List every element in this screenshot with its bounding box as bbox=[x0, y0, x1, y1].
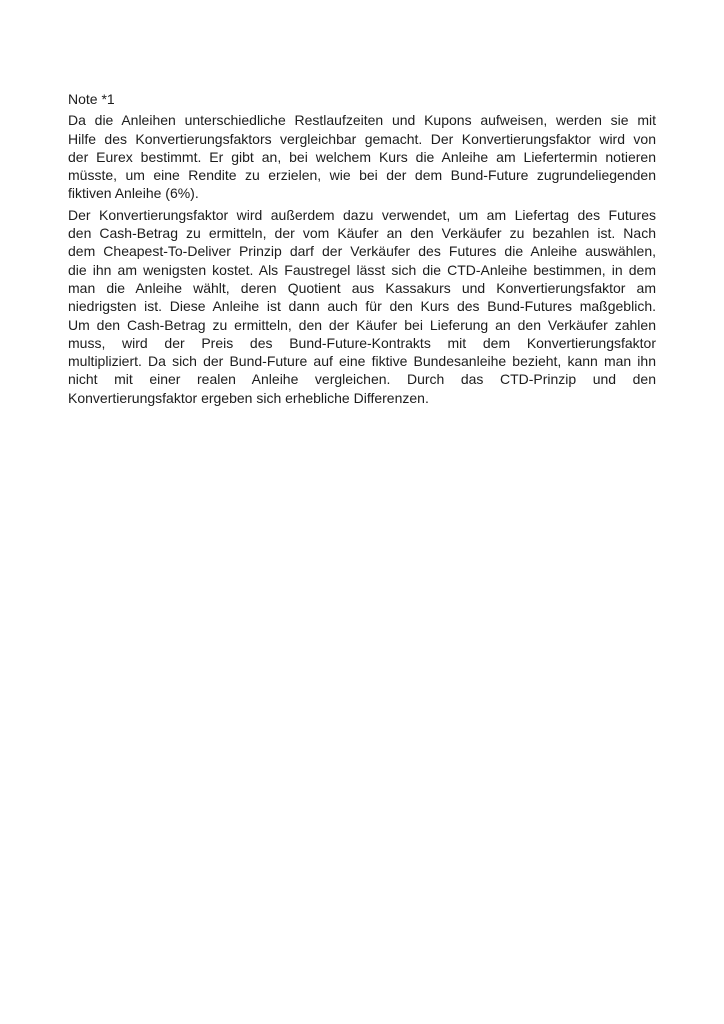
text-line: fiktiven Anleihe (6%). bbox=[68, 185, 199, 202]
text-line: niedrigsten ist. Diese Anleihe ist dann auch für den Kurs des Bund-Futures maßgeblich. bbox=[68, 298, 656, 315]
text-line: Der Konvertierungsfaktor wird außerdem dazu verwendet, um am Liefertag des Futures bbox=[68, 206, 656, 223]
text-line: Da die Anleihen unterschiedliche Restlaufzeiten und Kupons aufweisen, werden sie mit bbox=[68, 112, 656, 129]
text-line: man die Anleihe wählt, deren Quotient aus Kassakurs und Konvertierungsfaktor am bbox=[68, 279, 656, 296]
paragraph bbox=[68, 206, 656, 407]
text-line: Konvertierungsfaktor ergeben sich erhebliche Differenzen. bbox=[68, 389, 429, 406]
text-content bbox=[68, 90, 656, 410]
text-line: muss, wird der Preis des Bund-Future-Kontrakts mit dem Konvertierungsfaktor bbox=[68, 334, 656, 351]
text-line: multipliziert. Da sich der Bund-Future auf eine fiktive Bundesanleihe bezieht, kann man ihn bbox=[68, 353, 656, 370]
text-line: müsste, um eine Rendite zu erzielen, wie bei der dem Bund-Future zugrundeliegenden bbox=[68, 167, 656, 184]
text-line: Um den Cash-Betrag zu ermitteln, den der Käufer bei Lieferung an den Verkäufer zahlen bbox=[68, 316, 656, 333]
text-line: den Cash-Betrag zu ermitteln, der vom Käufer an den Verkäufer zu bezahlen ist. Nach bbox=[68, 225, 656, 242]
paragraphs bbox=[68, 111, 656, 407]
text-line: dem Cheapest-To-Deliver Prinzip darf der Verkäufer des Futures die Anleihe auswählen, bbox=[68, 243, 656, 260]
text-line: Hilfe des Konvertierungsfaktors vergleichbar gemacht. Der Konvertierungsfaktor wird von bbox=[68, 130, 656, 147]
paragraph bbox=[68, 111, 656, 202]
note-heading: Note *1 bbox=[68, 91, 115, 107]
text-line: der Eurex bestimmt. Er gibt an, bei welchem Kurs die Anleihe am Liefertermin notieren bbox=[68, 148, 656, 165]
text-line: nicht mit einer realen Anleihe vergleichen. Durch das CTD-Prinzip und den bbox=[68, 371, 656, 388]
text-line: die ihn am wenigsten kostet. Als Faustregel lässt sich die CTD-Anleihe bestimmen, in dem bbox=[68, 261, 656, 278]
